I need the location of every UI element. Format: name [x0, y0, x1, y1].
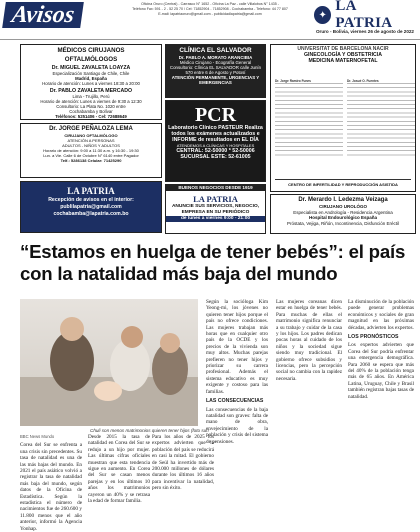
ad-line: Hospital Endourológico España — [308, 215, 377, 220]
ad-title: OFTALMÓLOGOS — [64, 56, 118, 63]
article-text: Las mujeres coreanas dicen estar en huelga de tener bebés. Para muchas de ellas el matrimonio significa renunciar a su trabajo y cuidar de la casa y los hijos. Los padres dedican pocas horas al cuidado de los niños y la sociedad sigue siendo muy tradicional. El gobierno ofrece subsidios y licencias, pero la percepción social no cambia con la rapidez necesaria. — [276, 299, 342, 382]
ad-clinica-el-salvador[interactable] — [165, 44, 266, 98]
section-title: Avisos — [2, 2, 84, 28]
ad-title: MÉDICOS CIRUJANOS — [57, 47, 125, 54]
clinic-phone: Teléfonos: 5251406 - Cel: 72688649 — [55, 114, 127, 119]
ad-phone: CENTRAL: 52-50000 * 52-50006 — [176, 148, 255, 154]
offices-email[interactable]: E-mail: lapatriaoruro@gmail.com - publicidadlapatria@gmail.com — [158, 12, 262, 16]
ad-line: ATENDEMOS A CLÍNICAS Y HOSPITALES — [176, 143, 255, 148]
doctor-specialty: CIRUJANO UROLÓGO — [318, 204, 367, 209]
ad-line: EMPRESA EN SU PERIÓDICO — [181, 210, 250, 215]
article-subhead: LOS PRONÓSTICOS — [348, 334, 399, 341]
ad-line: Especialista en Andrología - Residencia Argentina — [293, 209, 393, 215]
offices-line: Oficina Oruro (Central) - Carrasco N° 1652 - Oficina La Paz - calle Villalobos N° 1435 - — [141, 2, 279, 6]
ad-title: CLÍNICA EL SALVADOR — [179, 47, 252, 54]
ad-line: ADULTOS - NIÑOS Y ADULTOS — [62, 143, 120, 148]
ad-line: todos los exámenes actualizados e — [171, 131, 260, 137]
article-text: Corea del Sur se enfrenta a una crisis sin precedentes. Su tasa de natalidad es una de las más bajas del mundo. En 2021 el país asiático volvió a registrar la tasa de natalidad más baja del mundo, según datos de la Oficina de Estadística. Según la estadística el número de nacimientos fue de 260.600 y 11.800 menos que el año anterior, informó la Agencia Yonhap. — [20, 442, 82, 532]
ad-line: Consultorio: Clínica EL SALVADOR calle Junín 570 entre 6 de Agosto y Potosí — [169, 65, 262, 75]
article-subhead: LAS CONSECUENCIAS — [206, 398, 264, 405]
ad-line: Laboratorio Clínico PASTEUR Realiza — [168, 125, 263, 131]
ad-medicos-cirujanos[interactable] — [20, 44, 162, 120]
doctor-location: Madrid, España — [75, 76, 107, 81]
ad-big-text: PCR — [194, 104, 237, 126]
offices-info — [108, 2, 312, 17]
doctor-specialty: CIRUJANO OFTALMÓLOGO — [64, 133, 118, 138]
ad-banner: BUENOS NEGOCIOS DESDE 1919 — [166, 185, 265, 191]
article-text: Desde 2015 la tasa de natalidad en Corea del Sur se redujo a un hijo por mujer. Las últimas cifras oficiales muestran que esta tendencia sigue en aumento. En Corea del Sur se casan menos parejas y en los últimos 10 años los matrimonios cayeron un 40% y se retrasa la edad de formar familia. — [88, 434, 150, 505]
article-text: La disminución de la población puede generar problemas económicos y sociales de gran magnitud en las próximas décadas, advierten los expertos. — [348, 299, 414, 331]
clinic-address: Consultorio: La Plata No. 1020 entre — [56, 104, 126, 109]
ad-fine-print — [275, 83, 343, 157]
doctor-hours: Horario de atención: Lunes a viernes de 9:30 a 12:30 — [40, 99, 142, 104]
photo-caption: Chuli son menos matrimonios quieren tener hijos (foto sun — [90, 428, 209, 433]
doctor-name: Dr. PABLO A. MORATO ARANCIBIA — [178, 55, 253, 60]
doctor-hours: Horario de atención: 9:00 a 11:30 a.m. y 16:30 - 19:30 — [43, 148, 139, 153]
ad-fine-print — [347, 83, 415, 157]
article-text: Los expertos advierten que Corea del Sur podría enfrentar una emergencia demográfica. Para 2060 se espera que más del 40% de la población tenga más de 65 años. En América Latina, Uruguay, Chile y Brasil también registran bajas tasas de natalidad. — [348, 342, 414, 400]
ad-column — [347, 79, 415, 157]
article-text: Las consecuencias de la baja natalidad son graves: falta de mano de obra, envejecimiento de la población y crisis del sistema de pensiones. — [206, 406, 268, 445]
ad-title: LA PATRIA — [67, 186, 115, 196]
clinic-address: Lun. a Vie. Calle 6 de Octubre N° 6140 entre Pagador — [43, 153, 139, 158]
article-text: Según la socióloga Kim Yeong-mi, los jóvenes no quieren tener hijos porque el país no ofrece condiciones. Las mujeres trabajan más horas que en cualquier otro país de la OCDE y los precios de la vivienda son muy altos. Muchas parejas prefieren no tener hijos y priorizar su carrera profesional. Además el sistema educativo es muy exigente y costoso para las familias. — [206, 299, 268, 395]
ad-title: GINECOLOGÍA Y OBSTETRICIA — [303, 52, 382, 58]
ad-email[interactable]: cochabamba@lapatria.com.bo — [53, 211, 129, 217]
ad-la-patria-recepcion[interactable] — [20, 181, 162, 233]
ad-anuncie[interactable] — [165, 184, 266, 234]
ad-line: INFORME de resultados en EL DÍA — [172, 137, 259, 143]
doctor-specialty: Lima - Trujillo, Perú — [72, 94, 110, 99]
ad-brand: UNIVERSITAT DE BARCELONA NACIR — [297, 46, 389, 52]
ad-ledezma-urologo[interactable] — [270, 194, 416, 234]
doctor-specialty: Especialización Santiago de Chile, Chile — [52, 71, 130, 76]
offices-line: Teléfono Fax: 591 - 2 - 52 25 70 / Cel: 71852904 - 71852908 - Cochabamba - Telefono: 44 77 807 — [132, 7, 288, 11]
doctor-name: Dr. Josué O. Fuentes — [347, 79, 379, 83]
ad-penaloza[interactable] — [20, 123, 162, 178]
article-column-5 — [276, 299, 342, 525]
photo-figures — [20, 299, 198, 426]
newspaper-name: LA PATRIA — [335, 0, 393, 31]
ad-column — [275, 79, 343, 157]
doctor-name: Dr. MIGUEL ZAVALETA LOAYZA — [51, 65, 131, 71]
ad-line: ATENCIÓN PERMANENTE, URGENCIAS Y EMERGENCIAS — [171, 75, 260, 85]
ad-ginecologia[interactable] — [270, 44, 416, 192]
article-column-3 — [152, 434, 214, 524]
ad-phone: SUCURSAL ESTE: 52-61005 — [180, 154, 251, 160]
ad-line: Recepción de avisos en el interior: — [48, 197, 134, 203]
article-byline: BBC News Mundo — [20, 434, 55, 439]
ad-line: Próstata, Vejiga, Riñón, Incontinencia, Disfunción Eréctil — [286, 220, 400, 226]
doctor-name: Dr. Merardo I. Ledezma Veizaga — [298, 197, 388, 203]
article-column-4 — [206, 299, 268, 525]
ad-line: ATENCIÓN A PERSONAS — [67, 138, 115, 143]
doctor-name: Dr. JORGE PEÑALOZA LEMA — [49, 126, 133, 132]
issue-date: Oruro - Bolivia, viernes 26 de agosto de 2022 — [315, 29, 414, 34]
doctor-name: Dr. PABLO ZAVALETA MERCADO — [49, 88, 133, 94]
article-headline: “Estamos en huelga de tener bebés”: el país con la natalidad más baja del mundo — [20, 241, 406, 284]
ad-title: MEDICINA MATERNOFETAL — [308, 58, 378, 64]
ad-line: Médico Cirujano - Ecografía General — [179, 60, 252, 65]
newspaper-logo-icon: ✦ — [314, 6, 331, 24]
ad-laboratorio-pcr[interactable] — [165, 100, 266, 182]
clinic-phone: Telf.: 5286138 Celular: 71425290 — [60, 158, 122, 163]
article-photo — [20, 299, 198, 426]
ad-line: ANUNCIE SUS SERVICIOS, NEGOCIO, — [171, 204, 260, 209]
clinic-address: Cochabamba y Bolívar — [69, 109, 113, 114]
article-text: Para los años de 2025 los expertos advierten que la población del país se reducirá en casi la mitad. El gobierno de Seúl ha invertido más de 200.000 millones de dólares durante los últimos 16 años para incentivar la natalidad, pero sin éxito. — [152, 434, 214, 492]
doctor-hours: Horario de atención: Lunes a viernes 18:30 a 20:00 — [42, 81, 140, 86]
page-header — [0, 0, 420, 40]
ad-line: de lunes a viernes 9:00 - 21:00 — [166, 216, 265, 222]
ad-title: LA PATRIA — [193, 194, 238, 204]
ad-email[interactable]: publilapatria@gmail.com — [60, 204, 122, 210]
masthead[interactable] — [314, 0, 414, 31]
article-column-2 — [88, 434, 150, 524]
ad-footer: CENTRO DE INFERTILIDAD Y REPRODUCCIÓN ASISTIDA — [275, 179, 411, 187]
article-column-1 — [20, 434, 82, 532]
article-column-6 — [348, 299, 414, 525]
doctor-name: Dr. Jorge Ramiro Funes — [275, 79, 311, 83]
